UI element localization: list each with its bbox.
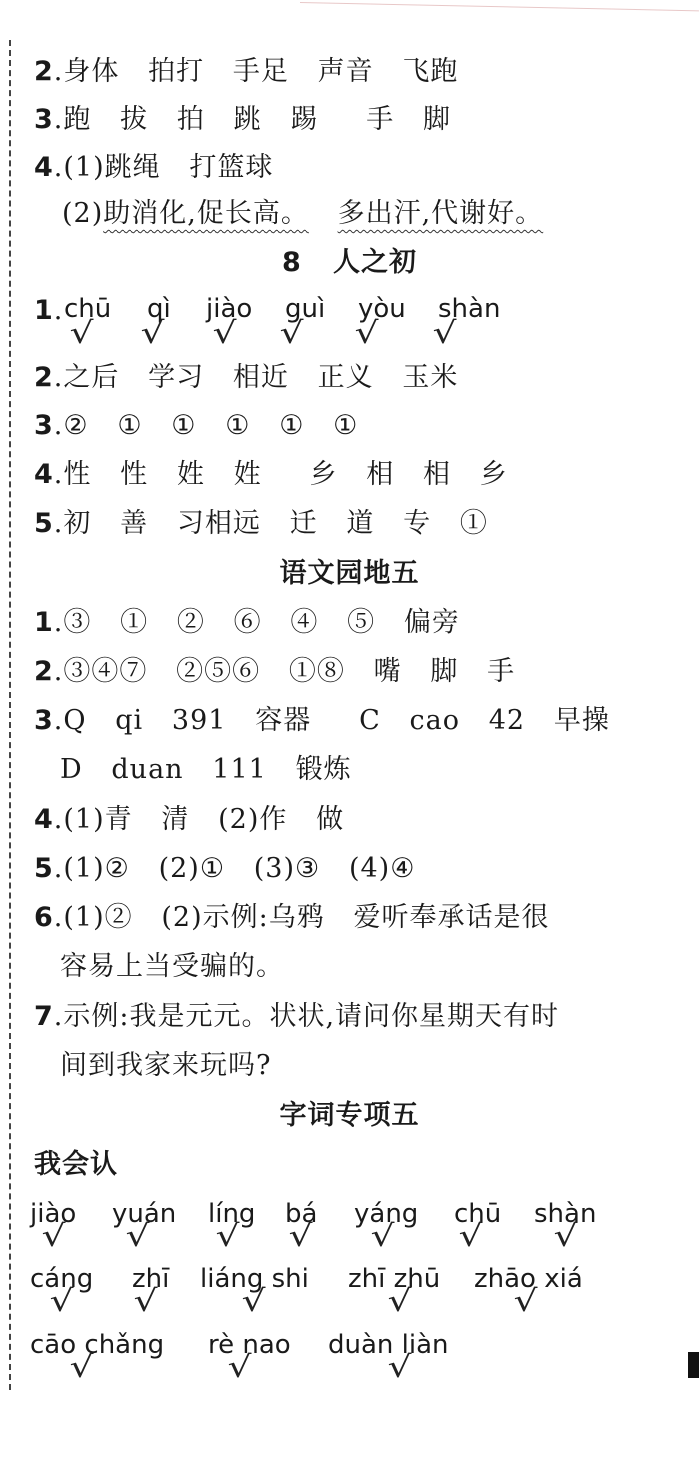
pinyin: rè nao	[208, 1330, 291, 1360]
answer-line: 间到我家来玩吗?	[60, 1050, 272, 1081]
item-number: 1	[34, 295, 54, 326]
answer-line	[34, 458, 508, 492]
answer-line	[34, 507, 488, 541]
item-number: 6	[34, 902, 54, 933]
item-number: 4	[34, 152, 54, 183]
answer-line	[62, 197, 543, 231]
item-number: 7	[34, 1001, 54, 1032]
pinyin: zhī	[132, 1264, 170, 1294]
item-number: 3	[34, 104, 54, 135]
pinyin-row	[30, 1330, 449, 1480]
margin-dashed-line	[9, 40, 11, 1390]
answer-text: .身体 拍打 手足 声音 飞跑	[53, 56, 459, 87]
check-mark: √	[41, 1219, 66, 1254]
answer-text: .示例:我是元元。状状,请问你星期天有时	[53, 1001, 560, 1032]
check-mark: √	[49, 1284, 74, 1319]
pinyin: chū	[454, 1199, 502, 1229]
pinyin: yòu	[358, 294, 406, 324]
check-mark: √	[140, 316, 165, 351]
item-number: 4	[34, 804, 54, 835]
answer-line	[34, 55, 458, 89]
check-mark: √	[279, 316, 304, 351]
top-edge-line	[300, 2, 699, 11]
answer-text: .之后 学习 相近 正义 玉米	[53, 362, 459, 393]
pinyin: yuán	[112, 1199, 177, 1229]
check-mark: √	[513, 1284, 538, 1319]
check-mark: √	[370, 1219, 395, 1254]
answer-line	[34, 901, 549, 935]
check-mark: √	[133, 1284, 158, 1319]
answer-line	[34, 803, 344, 837]
wavy-underlined-text: 助消化,促长高。	[103, 198, 309, 229]
check-mark: √	[69, 316, 94, 351]
item-number: 5	[34, 508, 54, 539]
check-mark: √	[125, 1219, 150, 1254]
answer-text: .Q qi 391 容器 C cao 42 早操	[53, 705, 610, 736]
item-number: 3	[34, 705, 54, 736]
answer-line	[34, 852, 415, 886]
pinyin: liáng shi	[200, 1264, 309, 1294]
pinyin: yáng	[354, 1199, 419, 1229]
answer-text: .性 性 姓 姓 乡 相 相 乡	[53, 459, 508, 490]
answer-text: .② ① ① ① ① ①	[53, 410, 359, 441]
pinyin: zhī zhū	[348, 1264, 441, 1294]
item-number: 1	[34, 607, 54, 638]
check-mark: √	[354, 316, 379, 351]
check-mark: √	[553, 1219, 578, 1254]
pinyin: qì	[147, 294, 171, 324]
answer-text: .(1)② (2)① (3)③ (4)④	[53, 853, 416, 884]
check-mark: √	[241, 1284, 266, 1319]
pinyin: shàn	[438, 294, 501, 324]
check-mark: √	[387, 1350, 412, 1385]
check-mark: √	[432, 316, 457, 351]
pinyin: guì	[285, 294, 326, 324]
answer-line	[34, 704, 610, 738]
answer-line	[34, 1000, 559, 1034]
pinyin: zhāo xiá	[474, 1264, 583, 1294]
answer-text: .(1)青 清 (2)作 做	[53, 804, 345, 835]
pinyin: jiào	[30, 1199, 77, 1229]
item-number: 2	[34, 656, 54, 687]
answer-text: .跑 拔 拍 跳 踢 手 脚	[53, 104, 452, 135]
item-number: 2	[34, 56, 54, 87]
answer-text: .初 善 习相远 迁 道 专 ①	[53, 508, 488, 539]
pinyin: líng	[208, 1199, 256, 1229]
answer-line	[34, 606, 460, 640]
answer-line: 容易上当受骗的。	[60, 951, 284, 982]
pinyin: cáng	[30, 1264, 94, 1294]
answer-text: (2)	[62, 198, 104, 229]
check-mark: √	[227, 1350, 252, 1385]
check-mark: √	[288, 1219, 313, 1254]
check-mark: √	[215, 1219, 240, 1254]
subsection-heading: 我会认	[34, 1149, 118, 1180]
answer-text: .	[53, 295, 64, 326]
check-mark: √	[458, 1219, 483, 1254]
check-mark: √	[212, 316, 237, 351]
pinyin: cāo chǎng	[30, 1330, 165, 1360]
wavy-underlined-text: 多出汗,代谢好。	[337, 198, 544, 229]
section-title: 8 人之初	[282, 247, 417, 278]
answer-line	[34, 151, 273, 185]
page-edge-mark	[688, 1352, 699, 1378]
answer-line	[34, 103, 451, 137]
answer-text: .(1)跳绳 打篮球	[53, 152, 274, 183]
answer-line	[34, 361, 458, 395]
item-number: 5	[34, 853, 54, 884]
item-number: 2	[34, 362, 54, 393]
section-title: 语文园地五	[279, 558, 420, 589]
pinyin: jiào	[206, 294, 253, 324]
answer-text: .③④⑦ ②⑤⑥ ①⑧ 嘴 脚 手	[53, 656, 516, 687]
answer-line: D duan 111 锻炼	[60, 754, 352, 785]
pinyin: shàn	[534, 1199, 597, 1229]
item-number: 3	[34, 410, 54, 441]
section-title: 字词专项五	[279, 1100, 420, 1131]
pinyin: bá	[285, 1199, 318, 1229]
answer-text: .③ ① ② ⑥ ④ ⑤ 偏旁	[53, 607, 460, 638]
check-mark: √	[69, 1350, 94, 1385]
pinyin: chū	[64, 294, 112, 324]
answer-text: .(1)② (2)示例:乌鸦 爱听奉承话是很	[53, 902, 550, 933]
answer-line	[34, 655, 515, 689]
check-mark: √	[387, 1284, 412, 1319]
item-number: 4	[34, 459, 54, 490]
answer-line	[34, 409, 358, 443]
pinyin: duàn liàn	[328, 1330, 449, 1360]
